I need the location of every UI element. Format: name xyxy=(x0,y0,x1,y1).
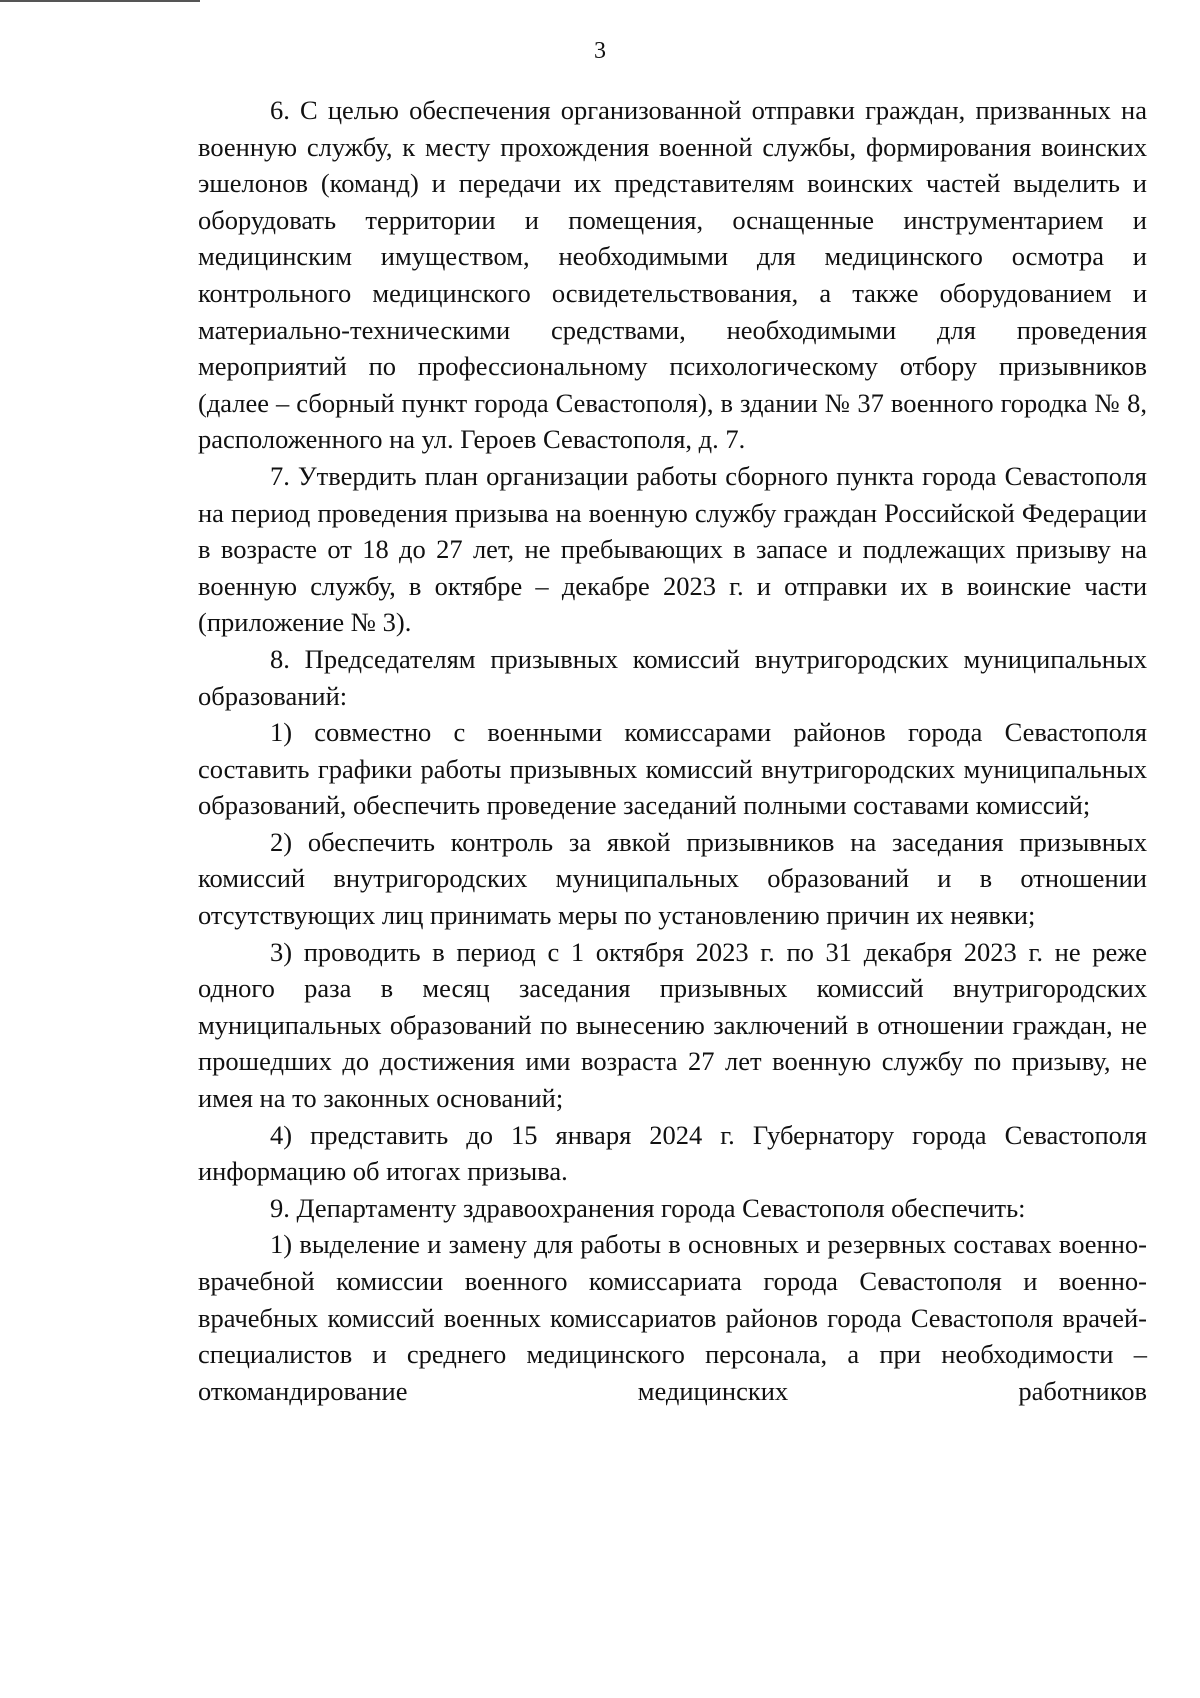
scan-edge-line xyxy=(0,0,200,2)
paragraph-8-item-2: 2) обеспечить контроль за явкой призывников на заседания призывных комиссий внутригородских муниципальных образований и в отношении отсутствующих лиц принимать меры по установлению причин их неявки; xyxy=(198,826,1147,931)
paragraph-6: 6. С целью обеспечения организованной отправки граждан, призванных на военную службу, к месту прохождения военной службы, формирования воинских эшелонов (команд) и передачи их представителям воинских частей выделить и оборудовать территории и помещения, оснащенные инструментарием и медицинским имуществом, необходимыми для медицинского осмотра и контрольного медицинского освидетельствования, а также оборудованием и материально-техническими средствами, необходимыми для проведения мероприятий по профессиональному психологическому отбору призывников (далее – сборный пункт города Севастополя), в здании № 37 военного городка № 8, расположенного на ул. Героев Севастополя, д. 7. xyxy=(198,95,1147,455)
paragraph-8-item-1: 1) совместно с военными комиссарами районов города Севастополя составить графики работы призывных комиссий внутригородских муниципальных образований, обеспечить проведение заседаний полными составами комиссий; xyxy=(198,717,1147,821)
paragraph-8: 8. Председателям призывных комиссий внутригородских муниципальных образований: xyxy=(198,643,1147,711)
paragraph-9: 9. Департаменту здравоохранения города Севастополя обеспечить: xyxy=(270,1192,1026,1223)
paragraph-7: 7. Утвердить план организации работы сборного пункта города Севастополя на период проведения призыва на военную службу граждан Российской Федерации в возрасте от 18 до 27 лет, не пребывающих в запасе и подлежащих призыву на военную службу, в октябре – декабре 2023 г. и отправки их в воинские части (приложение № 3). xyxy=(198,460,1147,638)
page-number: 3 xyxy=(594,38,606,64)
paragraph-8-item-4: 4) представить до 15 января 2024 г. Губернатору города Севастополя информацию об итогах призыва. xyxy=(198,1119,1147,1187)
document-body xyxy=(198,92,1147,1409)
paragraph-8-item-3: 3) проводить в период с 1 октября 2023 г. по 31 декабря 2023 г. не реже одного раза в месяц заседания призывных комиссий внутригородских муниципальных образований по вынесению заключений в отношении граждан, не прошедших до достижения ими возраста 27 лет военную службу по призыву, не имея на то законных оснований; xyxy=(198,936,1147,1114)
paragraph-9-item-1: 1) выделение и замену для работы в основных и резервных составах военно-врачебной комиссии военного комиссариата города Севастополя и военно-врачебных комиссий военных комиссариатов районов города Севастополя врачей-специалистов и среднего медицинского персонала, а при необходимости – откомандирование медицинских работников xyxy=(198,1229,1147,1406)
